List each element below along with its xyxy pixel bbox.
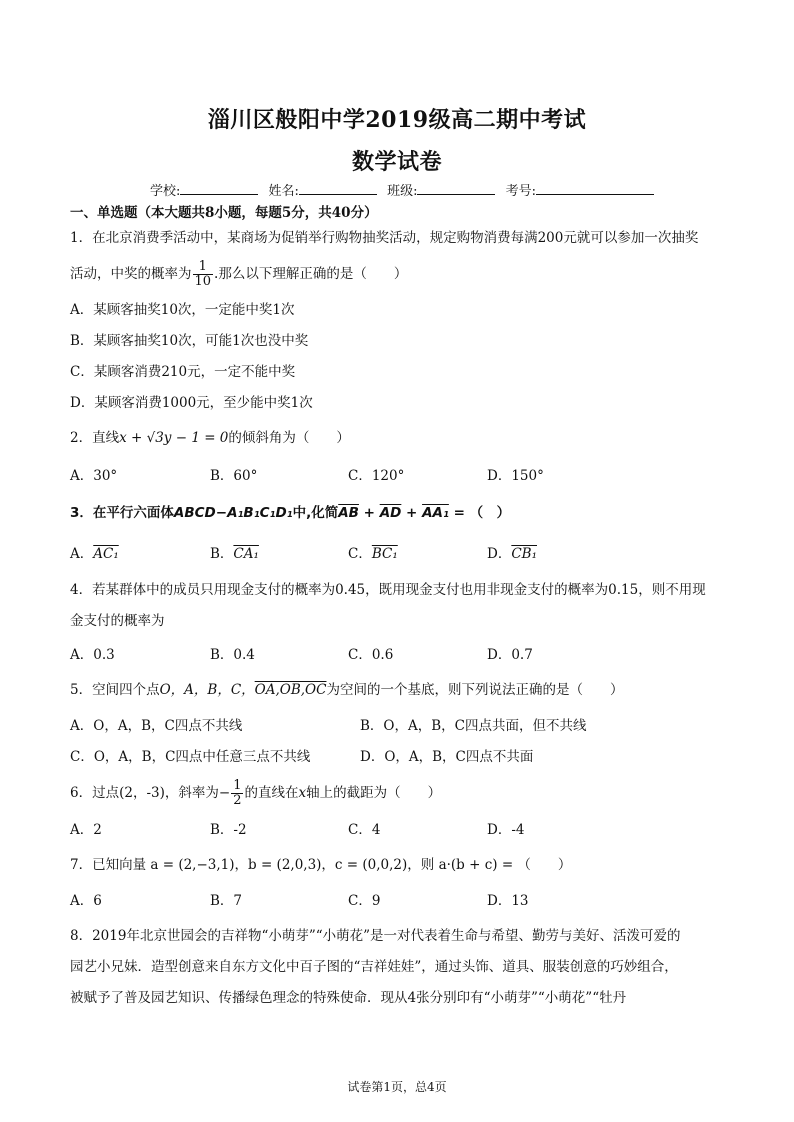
q8-line1: 8．2019年北京世园会的吉祥物“小萌芽”“小萌花”是一对代表着生命与希望、勤劳与美好、活泼可爱的 — [70, 928, 681, 944]
q3-c-label: C． — [348, 546, 372, 562]
q3-option-c — [348, 544, 398, 564]
q2-post: 的倾斜角为（ ） — [228, 430, 350, 446]
school-blank — [180, 181, 258, 195]
q7-option-c: C．9 — [348, 893, 381, 909]
q5-stem — [70, 680, 623, 700]
q1-frac-den: 10 — [194, 274, 212, 289]
q5-option-c: C．O，A，B，C四点中任意三点不共线 — [70, 749, 311, 765]
q4-option-c: C．0.6 — [348, 647, 394, 663]
q6-frac-den: 2 — [233, 793, 242, 808]
name-blank — [299, 181, 377, 195]
q4-option-d: D．0.7 — [487, 647, 533, 663]
q3-d-vector: CB₁ — [511, 546, 537, 562]
q5-option-b: B．O，A，B，C四点共面，但不共线 — [360, 718, 587, 734]
q8-line2: 园艺小兄妹．造型创意来自东方文化中百子图的“吉祥娃娃”，通过头饰、道具、服装创意的巧妙组合， — [70, 959, 678, 975]
q3-post: = （ ） — [448, 505, 511, 521]
q1-line1: 1．在北京消费季活动中，某商场为促销举行购物抽奖活动，规定购物消费每满200元就可以参加一次抽奖 — [70, 230, 699, 246]
q3-vector-ab: $\overline{AB}$ — [338, 505, 359, 521]
page-footer: 试卷第1页，总4页 — [347, 1080, 447, 1094]
name-label: 姓名: — [268, 184, 299, 199]
q1-line2-pre: 活动，中奖的概率为 — [70, 266, 192, 282]
q5-points: O，A，B，C， — [159, 682, 255, 698]
exam-no-label: 考号: — [505, 184, 536, 199]
q2-option-a: A．30° — [70, 468, 118, 484]
q6-fraction — [231, 779, 243, 808]
q7-option-d: D．13 — [487, 893, 529, 909]
class-blank — [417, 181, 495, 195]
q4-line1: 4．若某群体中的成员只用现金支付的概率为0.45，既用现金支付也用非现金支付的概率为0.15，则不用现 — [70, 582, 706, 598]
q2-option-d: D．150° — [487, 468, 544, 484]
q5-pre: 5．空间四个点 — [70, 682, 160, 698]
q6-option-b: B．-2 — [210, 822, 247, 838]
q2-option-b: B．60° — [210, 468, 258, 484]
q3-b-label: B． — [210, 546, 234, 562]
q2-equation: x + √3y − 1 = 0 — [119, 430, 229, 446]
q1-line2-post: .那么以下理解正确的是（ ） — [214, 266, 408, 282]
q6-post2: 轴上的截距为（ ） — [306, 785, 442, 801]
q6-frac-num: 1 — [233, 778, 242, 793]
q3-option-b — [210, 544, 259, 564]
q6-option-a: A．2 — [70, 822, 102, 838]
q6-option-d: D．-4 — [487, 822, 525, 838]
q7-stem: 7．已知向量 a = (2,−3,1)，b = (2,0,3)，c = (0,0,2)，则 a·(b + c) = （ ） — [70, 857, 572, 873]
q3-pre: 3．在平行六面体 — [70, 505, 174, 521]
exam-no-blank — [536, 181, 654, 195]
q3-plus-1: + — [358, 505, 380, 521]
q1-line2 — [70, 258, 407, 290]
q7-option-a: A．6 — [70, 893, 102, 909]
q2-stem — [70, 428, 350, 448]
q3-option-d — [487, 544, 537, 564]
q5-option-d: D．O，A，B，C四点不共面 — [360, 749, 534, 765]
q3-stem — [70, 503, 510, 523]
section-heading: 一、单选题（本大题共8小题，每题5分，共40分） — [70, 205, 378, 221]
q7-option-b: B．7 — [210, 893, 243, 909]
q4-option-a: A．0.3 — [70, 647, 115, 663]
q1-option-a: A．某顾客抽奖10次，一定能中奖1次 — [70, 302, 295, 318]
class-label: 班级: — [387, 184, 418, 199]
q2-pre: 2．直线 — [70, 430, 120, 446]
q1-fraction — [193, 260, 214, 289]
q8-line3: 被赋予了普及园艺知识、传播绿色理念的特殊使命．现从4张分别印有“小萌芽”“小萌花”“牡丹 — [70, 990, 627, 1006]
q3-b-vector: CA₁ — [233, 546, 259, 562]
q3-c-vector: BC₁ — [371, 546, 398, 562]
q3-a-vector: AC₁ — [93, 546, 119, 562]
q6-variable: x — [298, 785, 307, 801]
q4-line2: 金支付的概率为 — [70, 613, 165, 629]
q5-vectors: OA,OB,OC — [254, 682, 327, 698]
q6-option-c: C．4 — [348, 822, 381, 838]
q3-vector-ad: $\overline{AD}$ — [379, 505, 402, 521]
q3-d-label: D． — [487, 546, 512, 562]
q3-a-label: A． — [70, 546, 94, 562]
q2-option-c: C．120° — [348, 468, 405, 484]
school-label: 学校: — [150, 184, 181, 199]
q3-mid: 中,化简 — [292, 505, 339, 521]
q3-option-a — [70, 544, 119, 564]
student-info-line — [150, 180, 660, 199]
q5-option-a: A．O，A，B，C四点不共线 — [70, 718, 243, 734]
exam-title: 淄川区般阳中学2019级高二期中考试 — [207, 107, 587, 133]
q1-option-d: D．某顾客消费1000元，至少能中奖1次 — [70, 395, 313, 411]
q6-pre: 6．过点(2，-3)，斜率为− — [70, 785, 231, 801]
q4-option-b: B．0.4 — [210, 647, 255, 663]
q3-plus-2: + — [401, 505, 423, 521]
q1-option-c: C．某顾客消费210元，一定不能中奖 — [70, 364, 296, 380]
q6-stem — [70, 776, 441, 810]
q5-post: 为空间的一个基底，则下列说法正确的是（ ） — [326, 682, 624, 698]
q3-solid: ABCD−A₁B₁C₁D₁ — [173, 505, 293, 521]
exam-subtitle: 数学试卷 — [351, 149, 442, 175]
q1-frac-num: 1 — [193, 260, 214, 275]
q6-post: 的直线在 — [244, 785, 299, 801]
q1-option-b: B．某顾客抽奖10次，可能1次也没中奖 — [70, 333, 309, 349]
q3-vector-aa1: AA₁ — [422, 505, 449, 521]
